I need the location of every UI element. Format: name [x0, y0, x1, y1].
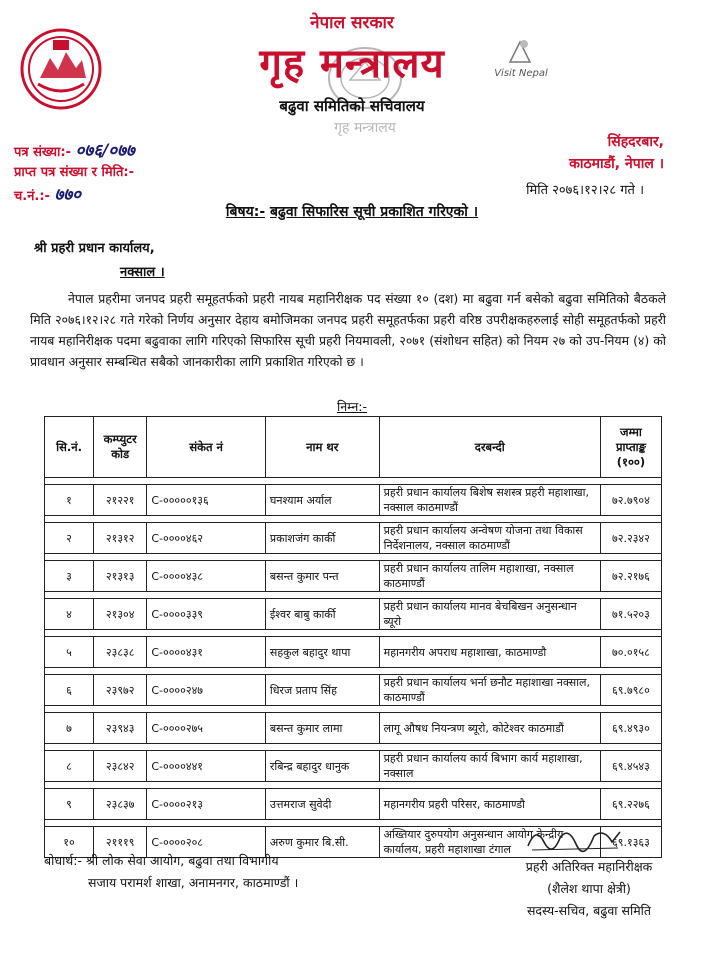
cell-name: घनश्याम अर्याल: [265, 485, 379, 516]
cell-computer-code: २३८३८: [94, 637, 147, 668]
table-spacer-row: [45, 516, 662, 523]
cell-position: प्रहरी प्रधान कार्यालय बिशेष सशस्त्र प्रहरी महाशाखा, नक्साल काठमाण्डौं: [379, 485, 600, 516]
cell-serial: ४: [45, 599, 94, 630]
secretariat-title: बढुवा समितिको सचिवालय: [279, 97, 425, 115]
cell-serial: ८: [45, 751, 94, 782]
cell-computer-code: २३९४३: [94, 713, 147, 744]
signatory-title: प्रहरी अतिरिक्त महानिरीक्षक: [525, 859, 653, 874]
cell-serial: १०: [45, 827, 94, 858]
table-row: [45, 561, 662, 592]
cell-computer-code: २१३१३: [94, 561, 147, 592]
cell-computer-code: २१११९: [94, 827, 147, 858]
cell-total-score: ७२.७९०४: [600, 485, 661, 516]
cell-total-score: ७०.०१५८: [600, 637, 661, 668]
cell-serial: ५: [45, 637, 94, 668]
header-name: नाम थर: [265, 417, 379, 478]
visit-nepal-logo-icon: [490, 30, 552, 90]
table-row: [45, 523, 662, 554]
cell-computer-code: २३८४२: [94, 751, 147, 782]
letter-body: नेपाल प्रहरीमा जनपद प्रहरी समूहतर्फको प्रहरी नायब महानिरीक्षक पद संख्या १० (दश) मा बढुवा गर्न बसेको बढुवा समितिको बैठकले मिति २०७६।१२।२८ गते गरेको निर्णय अनुसार देहाय बमोजिमका जनपद प्रहरी समूहतर्फका प्रहरी वरिष्ठ उपरीक्षकहरुलाई सोही समूहतर्फको प्रहरी नायब महानिरीक्षक पदमा बढुवाका लागि गरिएको सिफारिस सूची प्रहरी नियमावली, २०७१ (संशोधन सहित) को नियम २७ को उप-नियम (४) को प्रावधान अनुसार सम्बन्धित सबैको जानकारीका लागि प्रकाशित गरिएको छ ।: [30, 291, 666, 369]
cell-symbol-number: C-००००४३८: [147, 561, 266, 592]
table-spacer-row: [45, 744, 662, 751]
table-spacer-row: [45, 478, 662, 485]
place-line-1: सिंहदरबार,: [607, 134, 664, 150]
table-spacer-cell: [45, 744, 662, 751]
cell-name: ईश्वर बाबु कार्की: [265, 599, 379, 630]
ministry-title: गृह मन्त्रालय: [259, 41, 445, 87]
cell-total-score: ६९.७९८०: [600, 675, 661, 706]
table-row: [45, 675, 662, 706]
subject-line: [0, 202, 704, 221]
signature-icon: [522, 820, 626, 858]
cell-symbol-number: C-००००३३९: [147, 599, 266, 630]
cell-total-score: ६९.४५४३: [600, 751, 661, 782]
table-row: [45, 599, 662, 630]
dispatch-number-value: ७७०: [54, 185, 82, 205]
table-header-row: [45, 417, 662, 478]
cell-symbol-number: C-००००२०८: [147, 827, 266, 858]
table-spacer-cell: [45, 554, 662, 561]
table-spacer-row: [45, 554, 662, 561]
cell-symbol-number: C-००००२१३: [147, 789, 266, 820]
table-spacer-cell: [45, 706, 662, 713]
table-row: [45, 485, 662, 516]
cell-symbol-number: C-०००००१३६: [147, 485, 266, 516]
header-symbol-number: संकेत नं: [147, 417, 266, 478]
cell-symbol-number: C-००००२७५: [147, 713, 266, 744]
header-total-score: जम्मा प्राप्ताङ्क (१००): [600, 417, 661, 478]
dispatch-number-label: च.नं.:-: [14, 189, 50, 204]
letter-number-value: ०७६/०७७: [75, 141, 135, 161]
cell-serial: ७: [45, 713, 94, 744]
government-title: नेपाल सरकार: [310, 13, 394, 33]
cell-total-score: ६९.४९३०: [600, 713, 661, 744]
table-spacer-row: [45, 706, 662, 713]
cell-total-score: ७१.५२०३: [600, 599, 661, 630]
cell-name: बसन्त कुमार पन्त: [265, 561, 379, 592]
cell-name: बसन्त कुमार लामा: [265, 713, 379, 744]
place-line-2: काठमाडौं, नेपाल ।: [569, 156, 664, 172]
cell-position: प्रहरी प्रधान कार्यालय मानव बेचबिखन अनुसन्धान ब्यूरो: [379, 599, 600, 630]
cell-position: महानगरीय अपराध महाशाखा, काठमाण्डौ: [379, 637, 600, 668]
cell-serial: ६: [45, 675, 94, 706]
recommendation-table: [44, 416, 662, 858]
cell-position: प्रहरी प्रधान कार्यालय भर्ना छनौट महाशाखा नक्साल, काठमाण्डौं: [379, 675, 600, 706]
cell-computer-code: २३९७२: [94, 675, 147, 706]
cc-line-1: बोधार्थ:- श्री लोक सेवा आयोग, बढुवा तथा विभागीय: [44, 853, 279, 868]
cell-position: अख्तियार दुरुपयोग अनुसन्धान आयोग केन्द्रीय कार्यालय, प्रहरी महाशाखा टंगाल: [379, 827, 600, 858]
header-computer-code: कम्प्युटर कोड: [94, 417, 147, 478]
table-spacer-cell: [45, 630, 662, 637]
received-letter-label: प्राप्त पत्र संख्या र मिति:-: [14, 165, 134, 180]
header-position: दरबन्दी: [379, 417, 600, 478]
table-spacer-row: [45, 592, 662, 599]
cell-computer-code: २१२२१: [94, 485, 147, 516]
letter-number-label: पत्र संख्या:-: [14, 145, 71, 160]
cell-serial: ९: [45, 789, 94, 820]
subject-label: बिषय:-: [225, 204, 266, 220]
cell-position: महानगरीय प्रहरी परिसर, काठमाण्डौ: [379, 789, 600, 820]
nepal-emblem-icon: [20, 28, 102, 110]
cell-name: धिरज प्रताप सिंह: [265, 675, 379, 706]
cell-total-score: ६९.२२७६: [600, 789, 661, 820]
cell-serial: २: [45, 523, 94, 554]
table-row: [45, 637, 662, 668]
cell-computer-code: २१३०४: [94, 599, 147, 630]
table-row: [45, 713, 662, 744]
cell-symbol-number: C-००००२४७: [147, 675, 266, 706]
cell-computer-code: २१३१२: [94, 523, 147, 554]
cell-position: प्रहरी प्रधान कार्यालय कार्य बिभाग कार्य महाशाखा, नक्साल: [379, 751, 600, 782]
cell-name: रबिन्द्र बहादुर धानुक: [265, 751, 379, 782]
table-spacer-cell: [45, 668, 662, 675]
signatory-role: सदस्य-सचिव, बढुवा समिति: [526, 903, 652, 918]
cell-position: प्रहरी प्रधान कार्यालय तालिम महाशाखा, नक्साल काठमाण्डौं: [379, 561, 600, 592]
table-spacer-row: [45, 782, 662, 789]
cell-name: प्रकाशजंग कार्की: [265, 523, 379, 554]
table-spacer-row: [45, 668, 662, 675]
cell-name: उत्तमराज सुवेदी: [265, 789, 379, 820]
stamp-text: गृह मन्त्रालय: [334, 120, 396, 136]
cell-symbol-number: C-००००४४१: [147, 751, 266, 782]
addressee-line-2: नक्साल ।: [120, 265, 165, 280]
cell-name: सहकुल बहादुर थापा: [265, 637, 379, 668]
table-row: [45, 751, 662, 782]
cell-total-score: ७२.२१७६: [600, 561, 661, 592]
subject-text: बढुवा सिफारिस सूची प्रकाशित गरिएको ।: [270, 204, 479, 220]
cell-symbol-number: C-००००४६२: [147, 523, 266, 554]
signatory-name: (शैलेश थापा क्षेत्री): [547, 881, 631, 896]
list-heading: निम्न:-: [336, 399, 368, 414]
cell-computer-code: २३८३७: [94, 789, 147, 820]
cell-position: प्रहरी प्रधान कार्यालय अन्वेषण योजना तथा विकास निर्देशनालय, नक्साल काठमाण्डौं: [379, 523, 600, 554]
header-serial: सि.नं.: [45, 417, 94, 478]
table-spacer-cell: [45, 516, 662, 523]
cc-line-2: सजाय परामर्श शाखा, अनामनगर, काठमाण्डौं ।: [88, 875, 299, 890]
table-row: [45, 789, 662, 820]
cell-symbol-number: C-००००४३१: [147, 637, 266, 668]
letter-number: [14, 138, 135, 161]
visit-nepal-text: Visit Nepal: [494, 68, 548, 79]
cell-serial: १: [45, 485, 94, 516]
table-spacer-cell: [45, 592, 662, 599]
cell-serial: ३: [45, 561, 94, 592]
cell-position: लागू औषध नियन्त्रण ब्यूरो, कोटेश्वर काठमाडौं: [379, 713, 600, 744]
cell-total-score: ७२.२३४२: [600, 523, 661, 554]
addressee-line-1: श्री प्रहरी प्रधान कार्यालय,: [34, 241, 155, 256]
cell-name: अरुण कुमार बि.सी.: [265, 827, 379, 858]
table-spacer-cell: [45, 782, 662, 789]
table-spacer-row: [45, 630, 662, 637]
table-spacer-cell: [45, 478, 662, 485]
cell-total-score: ६९.१३६३: [600, 827, 661, 858]
letter-date: मिति २०७६।१२।२८ गते ।: [526, 183, 644, 198]
